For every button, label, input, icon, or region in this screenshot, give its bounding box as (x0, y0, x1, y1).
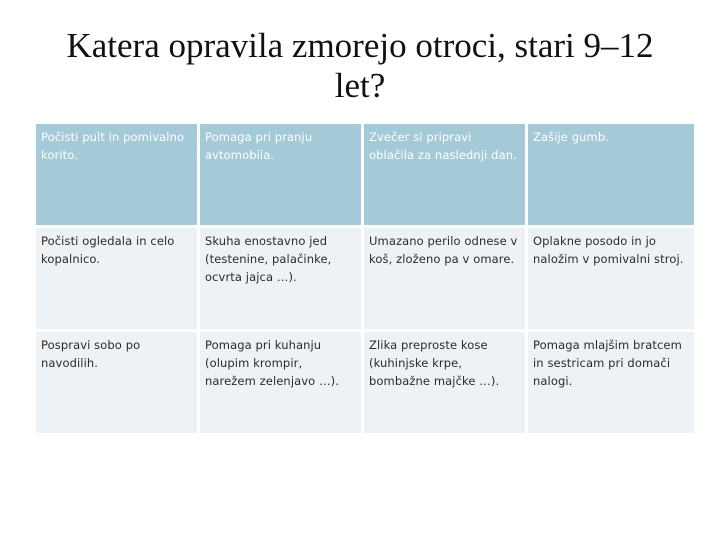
slide-title: Katera opravila zmorejo otroci, stari 9–12 let? (66, 26, 654, 105)
table-cell: Zvečer si pripravi oblačila za naslednji dan. (364, 124, 528, 228)
table-cell: Počisti ogledala in celo kopalnico. (36, 228, 200, 332)
table-cell: Pospravi sobo po navodilih. (36, 332, 200, 436)
table-cell: Pomaga mlajšim bratcem in sestricam pri domači nalogi. (528, 332, 694, 436)
table-cell: Pomaga pri pranju avtomobila. (200, 124, 364, 228)
table-cell: Pomaga pri kuhanju (olupim krompir, narežem zelenjavo …). (200, 332, 364, 436)
table-cell: Oplakne posodo in jo naložim v pomivalni stroj. (528, 228, 694, 332)
table-cell: Počisti pult in pomivalno korito. (36, 124, 200, 228)
table-cell: Zašije gumb. (528, 124, 694, 228)
chores-table (36, 124, 694, 436)
table-cell: Umazano perilo odnese v koš, zloženo pa v omare. (364, 228, 528, 332)
table-cell: Zlika preproste kose (kuhinjske krpe, bombažne majčke …). (364, 332, 528, 436)
table-cell: Skuha enostavno jed (testenine, palačinke, ocvrta jajca …). (200, 228, 364, 332)
